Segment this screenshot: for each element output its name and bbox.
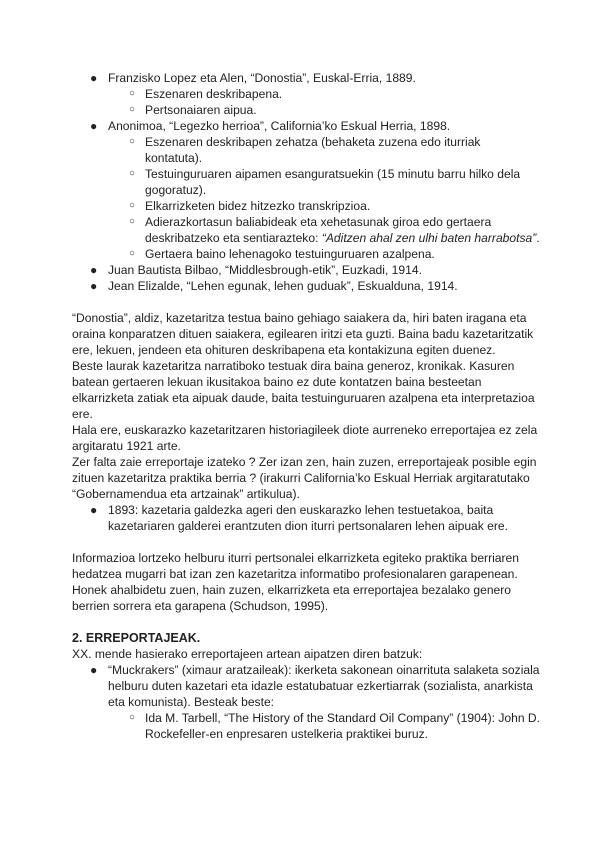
sub-list-item-text: Ida M. Tarbell, “The History of the Standard Oil Company” (1904): John D. Rockefeller-en enpresaren ustelkeria praktikei buruz. bbox=[145, 711, 541, 741]
sub-list-item-tail: . bbox=[536, 231, 540, 245]
hollow-bullet-icon: ○ bbox=[129, 104, 136, 115]
sub-list-item bbox=[0, 86, 600, 102]
list-item-text: Juan Bautista Bilbao, “Middlesbrough-etik”, Euzkadi, 1914. bbox=[108, 263, 422, 277]
sub-list-item-text: Adierazkortasun baliabideak eta xehetasunak giroa edo gertaera deskribatzeko eta sentiarazteko: bbox=[145, 215, 492, 245]
list-item bbox=[0, 662, 600, 710]
hollow-bullet-icon: ○ bbox=[129, 136, 136, 147]
section-heading: 2. ERREPORTAJEAK. bbox=[72, 631, 201, 645]
bullet-icon: ● bbox=[90, 279, 98, 293]
sub-list-item bbox=[0, 710, 600, 742]
sub-list-item-text: Testuinguruaren aipamen esanguratsuekin (15 minutu barru hilko dela gogoratuz). bbox=[145, 167, 521, 197]
hollow-bullet-icon: ○ bbox=[129, 216, 136, 227]
paragraph: “Donostia”, aldiz, kazetaritza testua baino gehiago saiakera da, hiri baten iragana eta oraina konparatzen dituen saiakera, egilearen iritzi eta guzti. Baina badu kazetaritzatik ere, lekuen, jendeen eta ohituren deskribapena eta kontakizuna egiten duenez. bbox=[72, 311, 534, 357]
list-item-text: Franzisko Lopez eta Alen, “Donostia”, Euskal-Erria, 1889. bbox=[108, 71, 416, 85]
hollow-bullet-icon: ○ bbox=[129, 248, 136, 259]
sub-list-item bbox=[0, 246, 600, 262]
sub-list-item bbox=[0, 134, 600, 166]
sub-list-item bbox=[0, 214, 600, 246]
hollow-bullet-icon: ○ bbox=[129, 168, 136, 179]
list-item-text: “Muckrakers” (ximaur aratzaileak): ikerketa sakonean oinarrituta salaketa soziala helburu duten kazetari eta idazle estatubatuar ezkertiarrak (sozialista, anarkista eta komunista). Besteak beste: bbox=[108, 663, 540, 709]
list-item bbox=[0, 118, 600, 134]
list-item bbox=[0, 70, 600, 86]
sub-list-item-text: Pertsonaiaren aipua. bbox=[145, 103, 257, 117]
list-item-text: Jean Elizalde, “Lehen egunak, lehen guduak”, Eskualduna, 1914. bbox=[108, 279, 458, 293]
list-item-text: 1893: kazetaria galdezka ageri den euskarazko lehen testuetakoa, baita kazetariaren galderei erantzuten dion iturri pertsonalaren lehen aipuak ere. bbox=[108, 503, 509, 533]
reportage-list bbox=[0, 662, 600, 742]
hollow-bullet-icon: ○ bbox=[129, 88, 136, 99]
list-item bbox=[0, 502, 600, 534]
sub-list-item bbox=[0, 166, 600, 198]
paragraph: Zer falta zaie erreportaje izateko ? Zer izan zen, hain zuzen, erreportajeak posible egin zituen kazetaritza praktika berria ? (irakurri California’ko Eskual Herriak argitaratutako “Gobernamendua eta artzainak” artikulua). bbox=[72, 455, 537, 501]
list-item bbox=[0, 262, 600, 278]
bullet-icon: ● bbox=[90, 71, 98, 85]
hollow-bullet-icon: ○ bbox=[129, 712, 136, 723]
sub-list-item-text: Gertaera baino lehenagoko testuinguruaren azalpena. bbox=[145, 247, 435, 261]
note-list bbox=[0, 502, 600, 534]
sub-list-item bbox=[0, 102, 600, 118]
paragraph: Informazioa lortzeko helburu iturri pertsonalei elkarrizketa egiteko praktika berriaren hedatzea mugarri bat izan zen kazetaritza informatibo profesionalaren garapenean. Honek ahalbidetu zuen, hain zuzen, elkarrizketa eta erreportajea bezalako genero berrien sorrera eta garapena (Schudson, 1995). bbox=[72, 551, 520, 613]
quote-italic: “Aditzen ahal zen ulhi baten harrabotsa” bbox=[321, 231, 537, 245]
sub-list-item-text: Elkarrizketen bidez hitzezko transkripzioa. bbox=[145, 199, 371, 213]
sub-list-item bbox=[0, 198, 600, 214]
list-item-text: Anonimoa, “Legezko herrioa”, California’ko Eskual Herria, 1898. bbox=[108, 119, 451, 133]
bullet-icon: ● bbox=[90, 663, 98, 677]
sub-list-item-text: Eszenaren deskribapen zehatza (behaketa zuzena edo iturriak kontatuta). bbox=[145, 135, 481, 165]
paragraph: Hala ere, euskarazko kazetaritzaren historiagileek diote aurreneko erreportajea ez zela argitaratu 1921 arte. bbox=[72, 423, 538, 453]
sub-list-item-text: Eszenaren deskribapena. bbox=[145, 87, 283, 101]
bullet-icon: ● bbox=[90, 503, 98, 517]
paragraph: Beste laurak kazetaritza narratiboko testuak dira baina generoz, kronikak. Kasuren batean gertaeren lekuan ikusitakoa baino ez dute kontatzen baina besteetan elkarrizketa zatiak eta aipuak daude, baita testuinguruaren azalpena eta interpretazioa ere. bbox=[72, 359, 535, 421]
bullet-icon: ● bbox=[90, 119, 98, 133]
paragraph: XX. mende hasierako erreportajeen artean aipatzen diren batzuk: bbox=[72, 647, 423, 661]
hollow-bullet-icon: ○ bbox=[129, 200, 136, 211]
sources-list bbox=[0, 70, 600, 294]
bullet-icon: ● bbox=[90, 263, 98, 277]
list-item bbox=[0, 278, 600, 294]
